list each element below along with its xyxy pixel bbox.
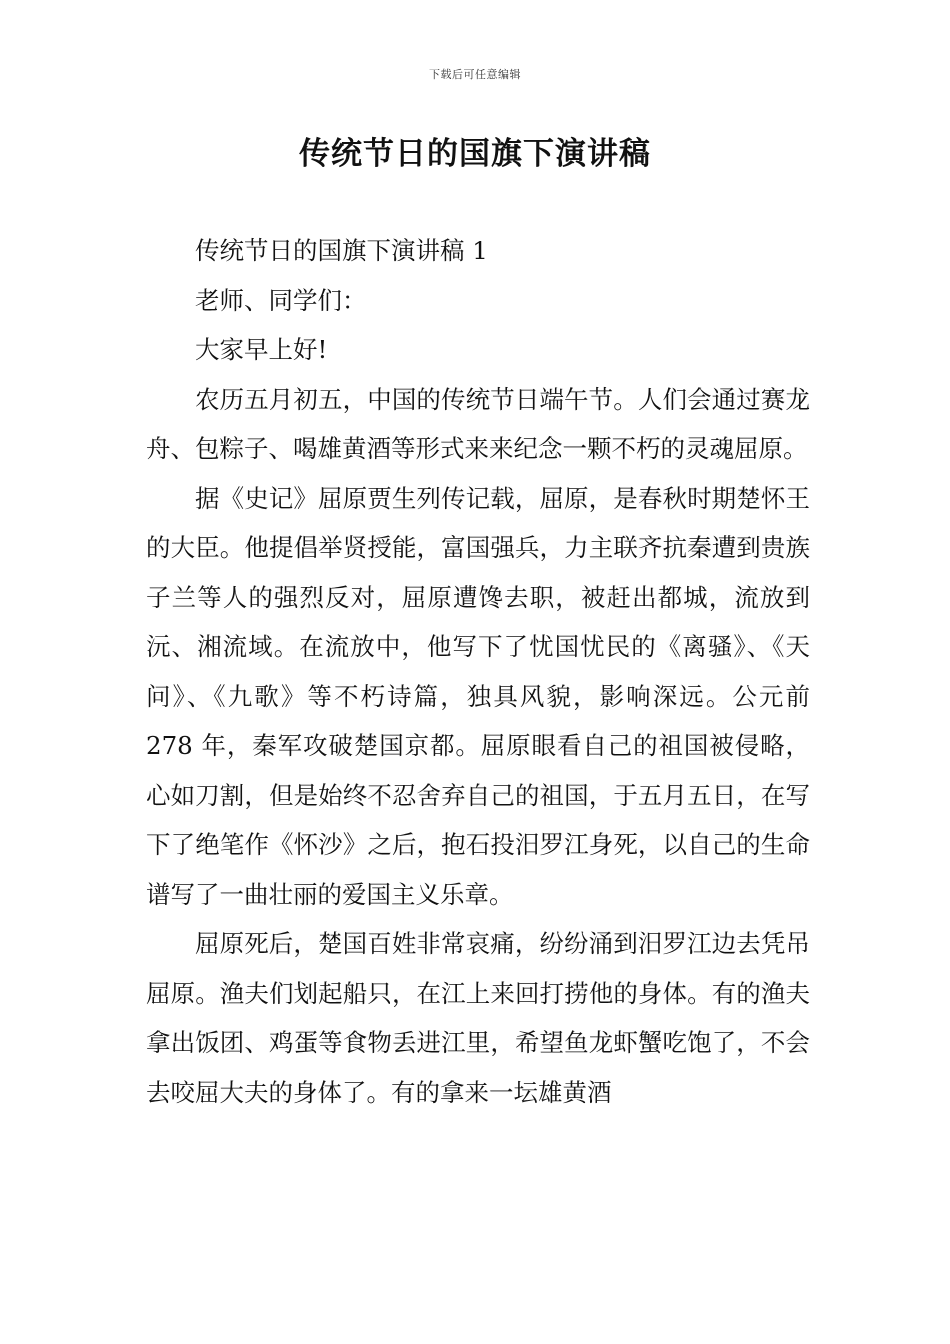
greeting-paragraph: 大家早上好! [195, 335, 328, 364]
body-paragraph: 农历五月初五，中国的传统节日端午节。人们会通过赛龙舟、包粽子、喝雄黄酒等形式来来纪念一颗不朽的灵魂屈原。 [146, 384, 810, 463]
body-paragraph: 屈原死后，楚国百姓非常哀痛，纷纷涌到汨罗江边去凭吊屈原。渔夫们划起船只，在江上来回打捞他的身体。有的渔夫拿出饭团、鸡蛋等食物丢进江里，希望鱼龙虾蟹吃饱了，不会去咬屈大夫的身体了。有的拿来一坛雄黄酒 [146, 929, 810, 1107]
body-paragraph: 据《史记》屈原贾生列传记载，屈原，是春秋时期楚怀王的大臣。他提倡举贤授能，富国强兵，力主联齐抗秦遭到贵族子兰等人的强烈反对，屈原遭馋去职，被赶出都城，流放到沅、湘流域。在流放中，他写下了忧国忧民的《离骚》、《天问》、《九歌》等不朽诗篇，独具风貌，影响深远。公元前 278 年，秦军攻破楚国京都。屈原眼看自己的祖国被侵略，心如刀割，但是始终不忍舍弃自己的祖国，于五月五日，在写下了绝笔作《怀沙》之后，抱石投汨罗江身死，以自己的生命谱写了一曲壮丽的爱国主义乐章。 [146, 483, 810, 909]
header-note: 下载后可任意编辑 [429, 68, 521, 81]
salutation-paragraph: 老师、同学们： [195, 285, 367, 315]
document-body [146, 226, 810, 1117]
document-title: 传统节日的国旗下演讲稿 [299, 136, 651, 172]
subtitle-paragraph: 传统节日的国旗下演讲稿 1 [195, 236, 488, 265]
